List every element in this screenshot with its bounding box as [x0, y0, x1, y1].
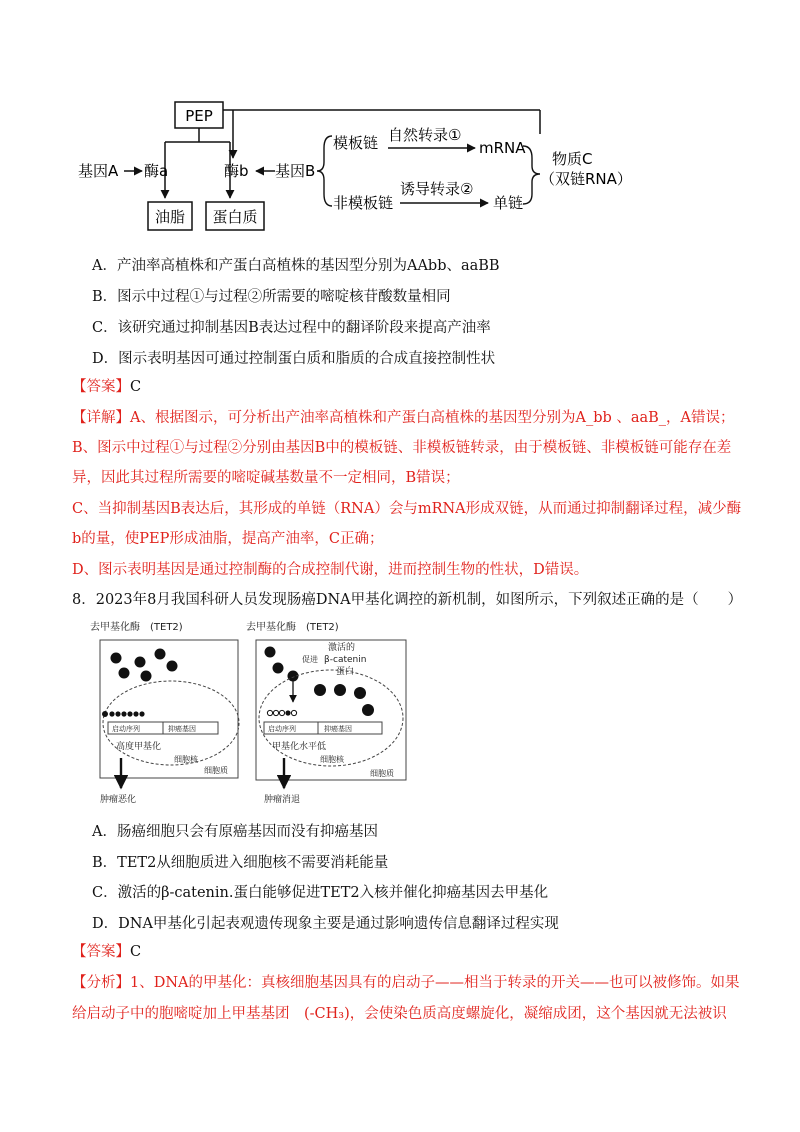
q8-option-d: D．DNA甲基化引起表观遗传现象主要是通过影响遗传信息翻译过程实现 — [92, 916, 559, 932]
q7-option-d: D．图示表明基因可通过控制蛋白质和脂质的合成直接控制性状 — [92, 351, 496, 367]
methyl-dot — [285, 710, 290, 715]
promote-label: 促进 — [302, 655, 318, 664]
right-promoter: 启动序列 — [268, 725, 296, 733]
tet2-dot — [119, 668, 130, 679]
substance-c: 物质C — [552, 150, 593, 168]
answer-tag: 【答案】 — [72, 379, 130, 395]
right-suppressor: 抑癌基因 — [324, 725, 352, 733]
q8-analysis-line: 给启动子中的胞嘧啶加上甲基基团 (-CH₃)，会使染色质高度螺旋化，凝缩成团，这个基因就无法被识 — [72, 1006, 727, 1022]
methyl-dot — [267, 710, 272, 715]
left-state: 高度甲基化 — [116, 742, 162, 752]
right-result: 肿瘤消退 — [264, 795, 301, 805]
methyl-dot — [291, 710, 296, 715]
gene-a: 基因A — [78, 162, 119, 180]
beta-catenin-dot — [354, 687, 366, 699]
left-enzyme-label: 去甲基化酶 (TET2) — [90, 622, 183, 633]
tet2-dot — [111, 653, 122, 664]
mrna-label: mRNA — [479, 139, 526, 157]
answer-value: C — [130, 944, 142, 960]
oil-label: 油脂 — [154, 208, 186, 226]
non-template-strand: 非模板链 — [333, 194, 394, 212]
methyl-dot — [133, 711, 138, 716]
q8-analysis-line: 【分析】1、DNA的甲基化：真核细胞基因具有的启动子——相当于转录的开关——也可以被修饰。如果 — [72, 975, 740, 991]
methyl-dot — [115, 711, 120, 716]
q8-answer — [72, 942, 732, 962]
activated-label-1: 激活的 — [328, 643, 356, 653]
single-strand-label: 单链 — [493, 194, 524, 212]
induced-transcription: 诱导转录② — [400, 180, 474, 198]
methylation-figure — [88, 618, 418, 808]
q8-option-b: B．TET2从细胞质进入细胞核不需要消耗能量 — [92, 855, 389, 871]
methyl-dot — [273, 710, 278, 715]
q7-option-a: A．产油率高植株和产蛋白高植株的基因型分别为AAbb、aaBB — [92, 258, 500, 274]
enzyme-a: 酶a — [144, 162, 169, 180]
q7-detail-line: 异，因此其过程所需要的嘧啶碱基数量不一定相同，B错误； — [72, 470, 460, 486]
right-enzyme-label: 去甲基化酶 (TET2) — [246, 622, 339, 633]
q7-detail-line: C、当抑制基因B表达后，其形成的单链（RNA）会与mRNA形成双链，从而通过抑制翻译过程，减少酶 — [72, 501, 742, 517]
tet2-dot — [265, 647, 276, 658]
q7-detail-line: B、图示中过程①与过程②分别由基因B中的模板链、非模板链转录，由于模板链、非模板链可能存在差 — [72, 440, 732, 456]
right-nucleus-label: 细胞核 — [320, 755, 344, 764]
methyl-dot — [139, 711, 144, 716]
q7-answer — [72, 377, 732, 397]
left-nucleus-label: 细胞核 — [174, 755, 198, 764]
left-cytoplasm-label: 细胞质 — [204, 766, 228, 775]
methyl-dot — [127, 711, 132, 716]
q7-detail-line: b的量，使PEP形成油脂，提高产油率，C正确； — [72, 531, 384, 547]
beta-catenin-dot — [314, 684, 326, 696]
methyl-dot — [279, 710, 284, 715]
tet2-dot — [155, 649, 166, 660]
q8-option-a: A．肠癌细胞只会有原癌基因而没有抑癌基因 — [92, 824, 378, 840]
methyl-dot — [121, 711, 126, 716]
gene-b: 基因B — [275, 162, 316, 180]
left-promoter: 启动序列 — [112, 725, 140, 733]
natural-transcription: 自然转录① — [388, 126, 462, 144]
tet2-dot — [167, 661, 178, 672]
q8-stem: 8．2023年8月我国科研人员发现肠癌DNA甲基化调控的新机制，如图所示，下列叙述正确的是（ ） — [72, 592, 743, 608]
left-result: 肿瘤恶化 — [100, 795, 137, 805]
q7-option-b: B．图示中过程①与过程②所需要的嘧啶核苷酸数量相同 — [92, 289, 451, 305]
enzyme-b: 酶b — [224, 162, 249, 180]
q7-detail-line: D、图示表明基因是通过控制酶的合成控制代谢，进而控制生物的性状，D错误。 — [72, 562, 589, 578]
gene-expression-diagram — [70, 96, 650, 241]
q7-detail-line: 【详解】A、根据图示，可分析出产油率高植株和产蛋白高植株的基因型分别为A_bb 、aaB_，A错误； — [72, 410, 735, 426]
left-suppressor: 抑癌基因 — [168, 725, 196, 733]
answer-value: C — [130, 379, 142, 395]
pep-label: PEP — [185, 107, 213, 125]
q8-option-c: C．激活的β-catenin.蛋白能够促进TET2入核并催化抑癌基因去甲基化 — [92, 885, 549, 901]
methyl-group-bar — [102, 711, 108, 717]
right-state: 甲基化水平低 — [272, 742, 327, 752]
answer-tag: 【答案】 — [72, 944, 130, 960]
activated-label-3: 蛋白 — [336, 667, 355, 677]
methyl-dot — [109, 711, 114, 716]
beta-catenin-dot — [362, 704, 374, 716]
beta-catenin-dot — [334, 684, 346, 696]
dsrna-label: （双链RNA） — [540, 170, 632, 188]
tet2-dot — [141, 671, 152, 682]
protein-label: 蛋白质 — [212, 208, 258, 226]
tet2-dot — [273, 663, 284, 674]
tet2-dot — [135, 657, 146, 668]
q7-option-c: C．该研究通过抑制基因B表达过程中的翻译阶段来提高产油率 — [92, 320, 491, 336]
activated-label-2: β-catenin — [324, 655, 367, 665]
template-strand: 模板链 — [333, 134, 379, 152]
right-cytoplasm-label: 细胞质 — [370, 769, 394, 778]
